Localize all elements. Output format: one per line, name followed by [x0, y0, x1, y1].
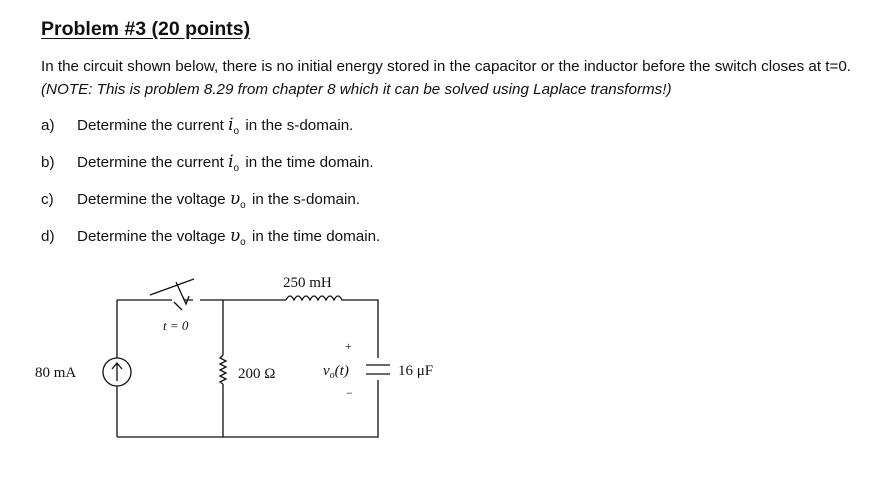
voltage-label	[323, 363, 349, 381]
wire-bottom	[117, 380, 378, 437]
question-subscript: o	[233, 126, 240, 137]
question-symbol: i	[228, 115, 234, 135]
question-text-end: in the time domain.	[241, 154, 374, 171]
minus-sign: −	[346, 386, 353, 400]
question-subscript: o	[233, 163, 240, 174]
voltage-subscript: o	[329, 370, 335, 381]
question-text-end: in the s-domain.	[247, 191, 360, 208]
capacitor	[366, 365, 390, 374]
wire-left-top	[117, 300, 286, 310]
question-subscript: o	[240, 200, 246, 211]
question-symbol: υ	[229, 226, 241, 246]
question-label: d)	[41, 228, 55, 245]
question-label: a)	[41, 117, 55, 134]
capacitor-label: 16 μF	[398, 363, 434, 379]
question-text: Determine the current	[77, 154, 229, 171]
problem-title: Problem #3 (20 points)	[41, 18, 251, 40]
question-text: Determine the current	[77, 117, 229, 134]
source-label: 80 mA	[35, 365, 77, 381]
current-arrow	[112, 363, 122, 381]
inductor-label: 250 mH	[283, 275, 332, 291]
switch-arm	[150, 279, 194, 295]
problem-statement-text: In the circuit shown below, there is no initial energy stored in the capacitor or the inductor before the switch closes at t=0.	[41, 58, 852, 75]
voltage-symbol: v	[323, 363, 330, 379]
question-symbol: i	[228, 152, 234, 172]
question-subscript: o	[240, 237, 246, 248]
switch-arrow	[176, 282, 189, 304]
question-text: Determine the voltage	[77, 228, 230, 245]
problem-note: (NOTE: This is problem 8.29 from chapter 8 which it can be solved using Laplace transforms!)	[41, 81, 672, 98]
plus-sign: +	[345, 339, 352, 353]
question-text: Determine the voltage	[77, 191, 230, 208]
resistor-label: 200 Ω	[238, 366, 276, 382]
question-symbol: υ	[229, 189, 241, 209]
resistor	[220, 355, 226, 384]
question-label: b)	[41, 154, 55, 171]
question-text-end: in the s-domain.	[241, 117, 354, 134]
question-label: c)	[41, 191, 54, 208]
question-text-end: in the time domain.	[247, 228, 381, 245]
voltage-argument: (t)	[334, 363, 349, 379]
inductor	[286, 296, 346, 300]
switch-label: t = 0	[163, 318, 189, 333]
